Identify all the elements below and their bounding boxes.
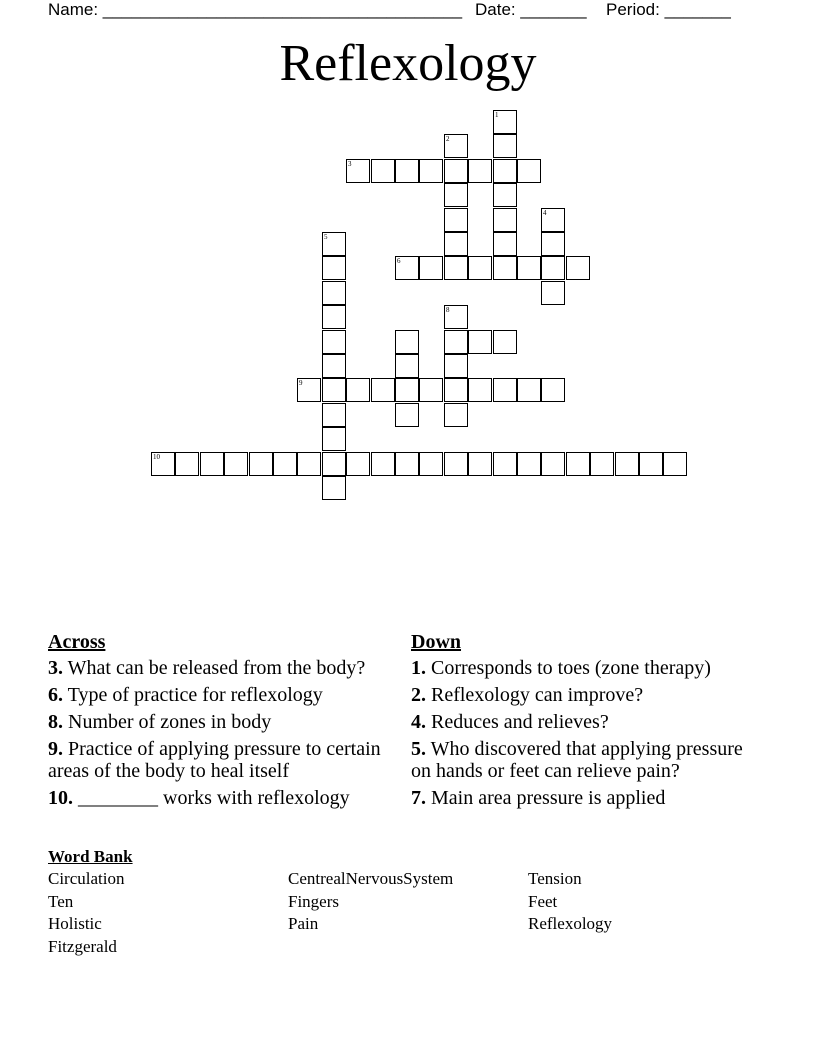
clue-text: Corresponds to toes (zone therapy)	[431, 657, 711, 679]
crossword-cell[interactable]	[493, 256, 517, 280]
crossword-cell[interactable]	[493, 134, 517, 158]
crossword-cell[interactable]	[468, 159, 492, 183]
crossword-cell[interactable]	[566, 256, 590, 280]
crossword-cell[interactable]	[395, 256, 419, 280]
clue-across-6	[48, 684, 388, 706]
crossword-cell[interactable]	[395, 403, 419, 427]
crossword-cell[interactable]	[517, 452, 541, 476]
clue-across-10	[48, 787, 388, 809]
crossword-cell[interactable]	[468, 452, 492, 476]
clue-number: 3.	[48, 657, 63, 679]
crossword-cell[interactable]	[444, 208, 468, 232]
crossword-cell[interactable]	[322, 378, 346, 402]
crossword-cell[interactable]	[444, 378, 468, 402]
page-title: Reflexology	[279, 35, 537, 92]
crossword-cell[interactable]	[541, 281, 565, 305]
crossword-cell[interactable]	[249, 452, 273, 476]
word-bank-list	[48, 868, 768, 958]
crossword-cell[interactable]	[151, 452, 175, 476]
crossword-cell[interactable]	[419, 452, 443, 476]
crossword-cell[interactable]	[493, 378, 517, 402]
date-field-label: Date: _______	[475, 0, 587, 19]
clue-number: 6.	[48, 684, 63, 706]
crossword-cell[interactable]	[322, 330, 346, 354]
crossword-cell[interactable]	[444, 232, 468, 256]
clue-across-9	[48, 738, 388, 782]
crossword-cell[interactable]	[346, 159, 370, 183]
word-bank-item: Ten	[48, 891, 74, 911]
clue-number-label: 8	[446, 306, 450, 314]
clue-text: Reflexology can improve?	[431, 684, 644, 706]
crossword-cell[interactable]	[493, 232, 517, 256]
crossword-cell[interactable]	[395, 452, 419, 476]
word-bank-item: CentrealNervousSystem	[288, 869, 454, 888]
crossword-cell[interactable]	[395, 378, 419, 402]
clue-text: Type of practice for reflexology	[67, 684, 323, 706]
clue-text: Number of zones in body	[68, 711, 272, 733]
crossword-cell[interactable]	[322, 476, 346, 500]
crossword-cell[interactable]	[444, 183, 468, 207]
crossword-cell[interactable]	[346, 452, 370, 476]
crossword-cell[interactable]	[346, 378, 370, 402]
crossword-cell[interactable]	[444, 159, 468, 183]
crossword-cell[interactable]	[444, 134, 468, 158]
crossword-cell[interactable]	[419, 256, 443, 280]
crossword-cell[interactable]	[322, 452, 346, 476]
crossword-cell[interactable]	[517, 256, 541, 280]
clue-number: 2.	[411, 684, 426, 706]
crossword-cell[interactable]	[444, 256, 468, 280]
crossword-cell[interactable]	[444, 403, 468, 427]
clue-across-8	[48, 711, 388, 733]
clue-text: Reduces and relieves?	[431, 711, 609, 733]
crossword-cell[interactable]	[444, 354, 468, 378]
clue-down-7	[411, 787, 756, 809]
crossword-cell[interactable]	[493, 452, 517, 476]
crossword-cell[interactable]	[395, 354, 419, 378]
crossword-cell[interactable]	[322, 403, 346, 427]
crossword-cell[interactable]	[175, 452, 199, 476]
across-clues	[48, 630, 388, 814]
clue-down-1	[411, 657, 756, 679]
crossword-cell[interactable]	[419, 159, 443, 183]
crossword-cell[interactable]	[200, 452, 224, 476]
crossword-cell[interactable]	[541, 378, 565, 402]
clue-text: ________ works with reflexology	[78, 787, 350, 809]
crossword-cell[interactable]	[322, 281, 346, 305]
word-bank	[48, 846, 768, 958]
crossword-cell[interactable]	[322, 232, 346, 256]
crossword-cell[interactable]	[224, 452, 248, 476]
clue-number: 4.	[411, 711, 426, 733]
across-heading: Across	[48, 631, 106, 653]
crossword-cell[interactable]	[541, 452, 565, 476]
crossword-cell[interactable]	[444, 305, 468, 329]
crossword-cell[interactable]	[468, 256, 492, 280]
word-bank-item: Reflexology	[528, 914, 613, 933]
crossword-cell[interactable]	[468, 378, 492, 402]
clue-number: 5.	[411, 738, 426, 760]
clue-number-label: 3	[348, 160, 352, 168]
crossword-cell[interactable]	[566, 452, 590, 476]
clue-number: 7.	[411, 787, 426, 809]
crossword-cell[interactable]	[444, 452, 468, 476]
clue-number: 8.	[48, 711, 63, 733]
clue-number-label: 6	[397, 257, 401, 265]
word-bank-item: Holistic	[48, 914, 102, 933]
clue-number: 1.	[411, 657, 426, 679]
clue-number-label: 10	[153, 453, 160, 461]
clue-text: What can be released from the body?	[67, 657, 366, 679]
crossword-grid	[0, 0, 816, 500]
period-field-label: Period: _______	[606, 0, 731, 19]
word-bank-item: Fitzgerald	[48, 936, 117, 956]
crossword-cell[interactable]	[590, 452, 614, 476]
word-bank-item: Tension	[528, 869, 582, 888]
clue-text: Main area pressure is applied	[431, 787, 666, 809]
clue-number: 9.	[48, 738, 63, 760]
crossword-cell[interactable]	[371, 452, 395, 476]
crossword-cell[interactable]	[493, 208, 517, 232]
crossword-cell[interactable]	[322, 305, 346, 329]
crossword-cell[interactable]	[444, 330, 468, 354]
down-clues	[411, 630, 756, 814]
clue-number-label: 9	[299, 379, 303, 387]
word-bank-item: Fingers	[288, 891, 339, 911]
crossword-cell[interactable]	[468, 330, 492, 354]
crossword-cell[interactable]	[493, 330, 517, 354]
crossword-cell[interactable]	[493, 183, 517, 207]
crossword-cell[interactable]	[639, 452, 663, 476]
crossword-cell[interactable]	[615, 452, 639, 476]
word-bank-item: Pain	[288, 914, 319, 933]
clue-across-3	[48, 657, 388, 679]
crossword-cell[interactable]	[517, 378, 541, 402]
crossword-cell[interactable]	[419, 378, 443, 402]
word-bank-item: Feet	[528, 891, 558, 911]
crossword-cell[interactable]	[297, 452, 321, 476]
crossword-cell[interactable]	[493, 159, 517, 183]
clue-down-4	[411, 711, 756, 733]
clue-text: Who discovered that applying pressure on hands or feet can relieve pain?	[411, 738, 743, 782]
crossword-cell[interactable]	[322, 354, 346, 378]
clue-number: 10.	[48, 787, 73, 809]
clue-number-label: 2	[446, 135, 450, 143]
crossword-cell[interactable]	[322, 427, 346, 451]
crossword-cell[interactable]	[517, 159, 541, 183]
crossword-cell[interactable]	[663, 452, 687, 476]
crossword-cell[interactable]	[395, 330, 419, 354]
name-field-label: Name: ______________________________________	[48, 0, 463, 19]
crossword-cell[interactable]	[371, 159, 395, 183]
crossword-cell[interactable]	[297, 378, 321, 402]
clue-number-label: 5	[324, 233, 328, 241]
crossword-cell[interactable]	[395, 159, 419, 183]
clue-down-2	[411, 684, 756, 706]
clue-text: Practice of applying pressure to certain areas of the body to heal itself	[48, 738, 381, 782]
crossword-cell[interactable]	[493, 110, 517, 134]
clue-down-5	[411, 738, 756, 782]
clue-number-label: 4	[543, 209, 547, 217]
word-bank-title: Word Bank	[48, 847, 133, 866]
crossword-cell[interactable]	[541, 208, 565, 232]
crossword-cell[interactable]	[322, 256, 346, 280]
crossword-cell[interactable]	[541, 232, 565, 256]
crossword-cell[interactable]	[541, 256, 565, 280]
clue-number-label: 1	[495, 111, 499, 119]
crossword-cell[interactable]	[371, 378, 395, 402]
crossword-cell[interactable]	[273, 452, 297, 476]
word-bank-item: Circulation	[48, 869, 125, 888]
down-heading: Down	[411, 631, 462, 653]
